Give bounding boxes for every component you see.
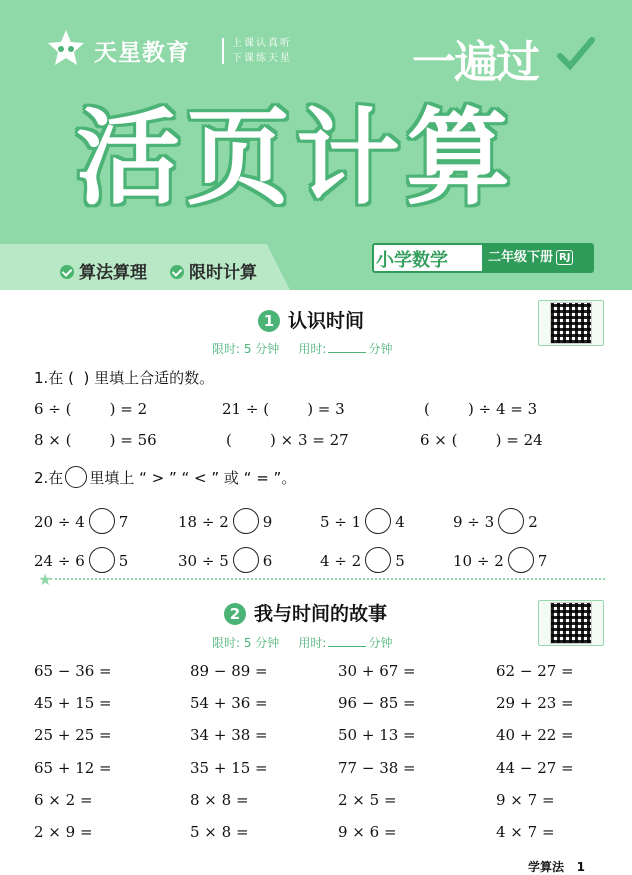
question-2-prompt: 2.在 里填上 “ > ” “ < ” 或 “ = ”。 <box>34 466 296 488</box>
checkmark-icon <box>554 32 598 76</box>
qr-code-icon[interactable] <box>550 302 592 344</box>
section-number: 1 <box>258 310 280 332</box>
arith-item[interactable]: 65 + 12 = <box>34 759 112 777</box>
compare-item: 24 ÷ 6 5 <box>34 547 128 573</box>
answer-circle[interactable] <box>233 508 259 534</box>
arith-item[interactable]: 44 − 27 = <box>496 759 574 777</box>
section-2-time: 限时: 5 分钟 用时: 分钟 <box>212 636 393 650</box>
arith-item[interactable]: 35 + 15 = <box>190 759 268 777</box>
time-blank <box>328 646 366 647</box>
answer-circle[interactable] <box>365 547 391 573</box>
check-circle-icon <box>170 265 184 279</box>
answer-circle[interactable] <box>233 547 259 573</box>
compare-item: 18 ÷ 2 9 <box>178 508 272 534</box>
brand-slogan <box>232 36 292 66</box>
answer-circle[interactable] <box>89 508 115 534</box>
arith-item[interactable]: 25 + 25 = <box>34 726 112 744</box>
section-number: 2 <box>224 603 246 625</box>
compare-item: 30 ÷ 5 6 <box>178 547 272 573</box>
arith-item[interactable]: 30 + 67 = <box>338 662 416 680</box>
arith-item[interactable]: 62 − 27 = <box>496 662 574 680</box>
series-title: 一遍过 <box>412 37 538 88</box>
check-circle-icon <box>60 265 74 279</box>
page-footer: 学算法 1 <box>528 860 585 874</box>
arith-item[interactable]: 65 − 36 = <box>34 662 112 680</box>
compare-item: 4 ÷ 2 5 <box>320 547 405 573</box>
star-logo-icon <box>46 28 86 68</box>
fill-blank-item[interactable]: ( ) × 3 = 27 <box>226 431 349 449</box>
section-divider <box>50 578 605 580</box>
arith-item[interactable]: 9 × 7 = <box>496 791 555 809</box>
arith-item[interactable]: 50 + 13 = <box>338 726 416 744</box>
fill-blank-item[interactable]: 6 ÷ ( ) = 2 <box>34 400 148 418</box>
question-1-prompt: 1.在 ( ) 里填上合适的数。 <box>34 369 215 387</box>
compare-item: 20 ÷ 4 7 <box>34 508 128 534</box>
compare-item: 5 ÷ 1 4 <box>320 508 405 534</box>
arith-item[interactable]: 96 − 85 = <box>338 694 416 712</box>
badge-subject: 小学数学 <box>376 250 448 271</box>
compare-item: 10 ÷ 2 7 <box>453 547 547 573</box>
arith-item[interactable]: 4 × 7 = <box>496 823 555 841</box>
arith-item[interactable]: 2 × 9 = <box>34 823 93 841</box>
fill-blank-item[interactable]: 21 ÷ ( ) = 3 <box>222 400 345 418</box>
answer-circle[interactable] <box>365 508 391 534</box>
brand-divider <box>222 38 224 64</box>
section-2-title: 2 我与时间的故事 <box>224 599 387 626</box>
qr-code-icon[interactable] <box>550 602 592 644</box>
arith-item[interactable]: 6 × 2 = <box>34 791 93 809</box>
star-icon: ★ <box>38 570 53 589</box>
arith-item[interactable]: 5 × 8 = <box>190 823 249 841</box>
brand-name: 天星教育 <box>94 40 190 66</box>
feature-item-2: 限时计算 <box>170 258 257 283</box>
arith-item[interactable]: 77 − 38 = <box>338 759 416 777</box>
arith-item[interactable]: 8 × 8 = <box>190 791 249 809</box>
fill-blank-item[interactable]: ( ) ÷ 4 = 3 <box>424 400 538 418</box>
edition-tag: RJ <box>556 250 573 265</box>
arith-item[interactable]: 9 × 6 = <box>338 823 397 841</box>
section-1-time: 限时: 5 分钟 用时: 分钟 <box>212 342 393 356</box>
arith-item[interactable]: 2 × 5 = <box>338 791 397 809</box>
arith-item[interactable]: 29 + 23 = <box>496 694 574 712</box>
page-number: 1 <box>576 860 585 874</box>
feature-item-1: 算法算理 <box>60 258 147 283</box>
compare-item: 9 ÷ 3 2 <box>453 508 538 534</box>
answer-circle[interactable] <box>508 547 534 573</box>
fill-blank-item[interactable]: 8 × ( ) = 56 <box>34 431 157 449</box>
arith-item[interactable]: 34 + 38 = <box>190 726 268 744</box>
slogan-line-2: 下课练天星 <box>232 53 292 64</box>
arith-item[interactable]: 54 + 36 = <box>190 694 268 712</box>
section-1-title: 1 认识时间 <box>258 306 364 333</box>
arith-item[interactable]: 40 + 22 = <box>496 726 574 744</box>
arith-item[interactable]: 89 − 89 = <box>190 662 268 680</box>
arith-item[interactable]: 45 + 15 = <box>34 694 112 712</box>
compare-circle-icon <box>65 466 87 488</box>
answer-circle[interactable] <box>89 547 115 573</box>
answer-circle[interactable] <box>498 508 524 534</box>
time-blank <box>328 352 366 353</box>
main-title: 活页计算 <box>76 97 517 219</box>
slogan-line-1: 上课认真听 <box>232 38 292 49</box>
badge-grade: 二年级下册 RJ <box>482 245 592 271</box>
fill-blank-item[interactable]: 6 × ( ) = 24 <box>420 431 543 449</box>
